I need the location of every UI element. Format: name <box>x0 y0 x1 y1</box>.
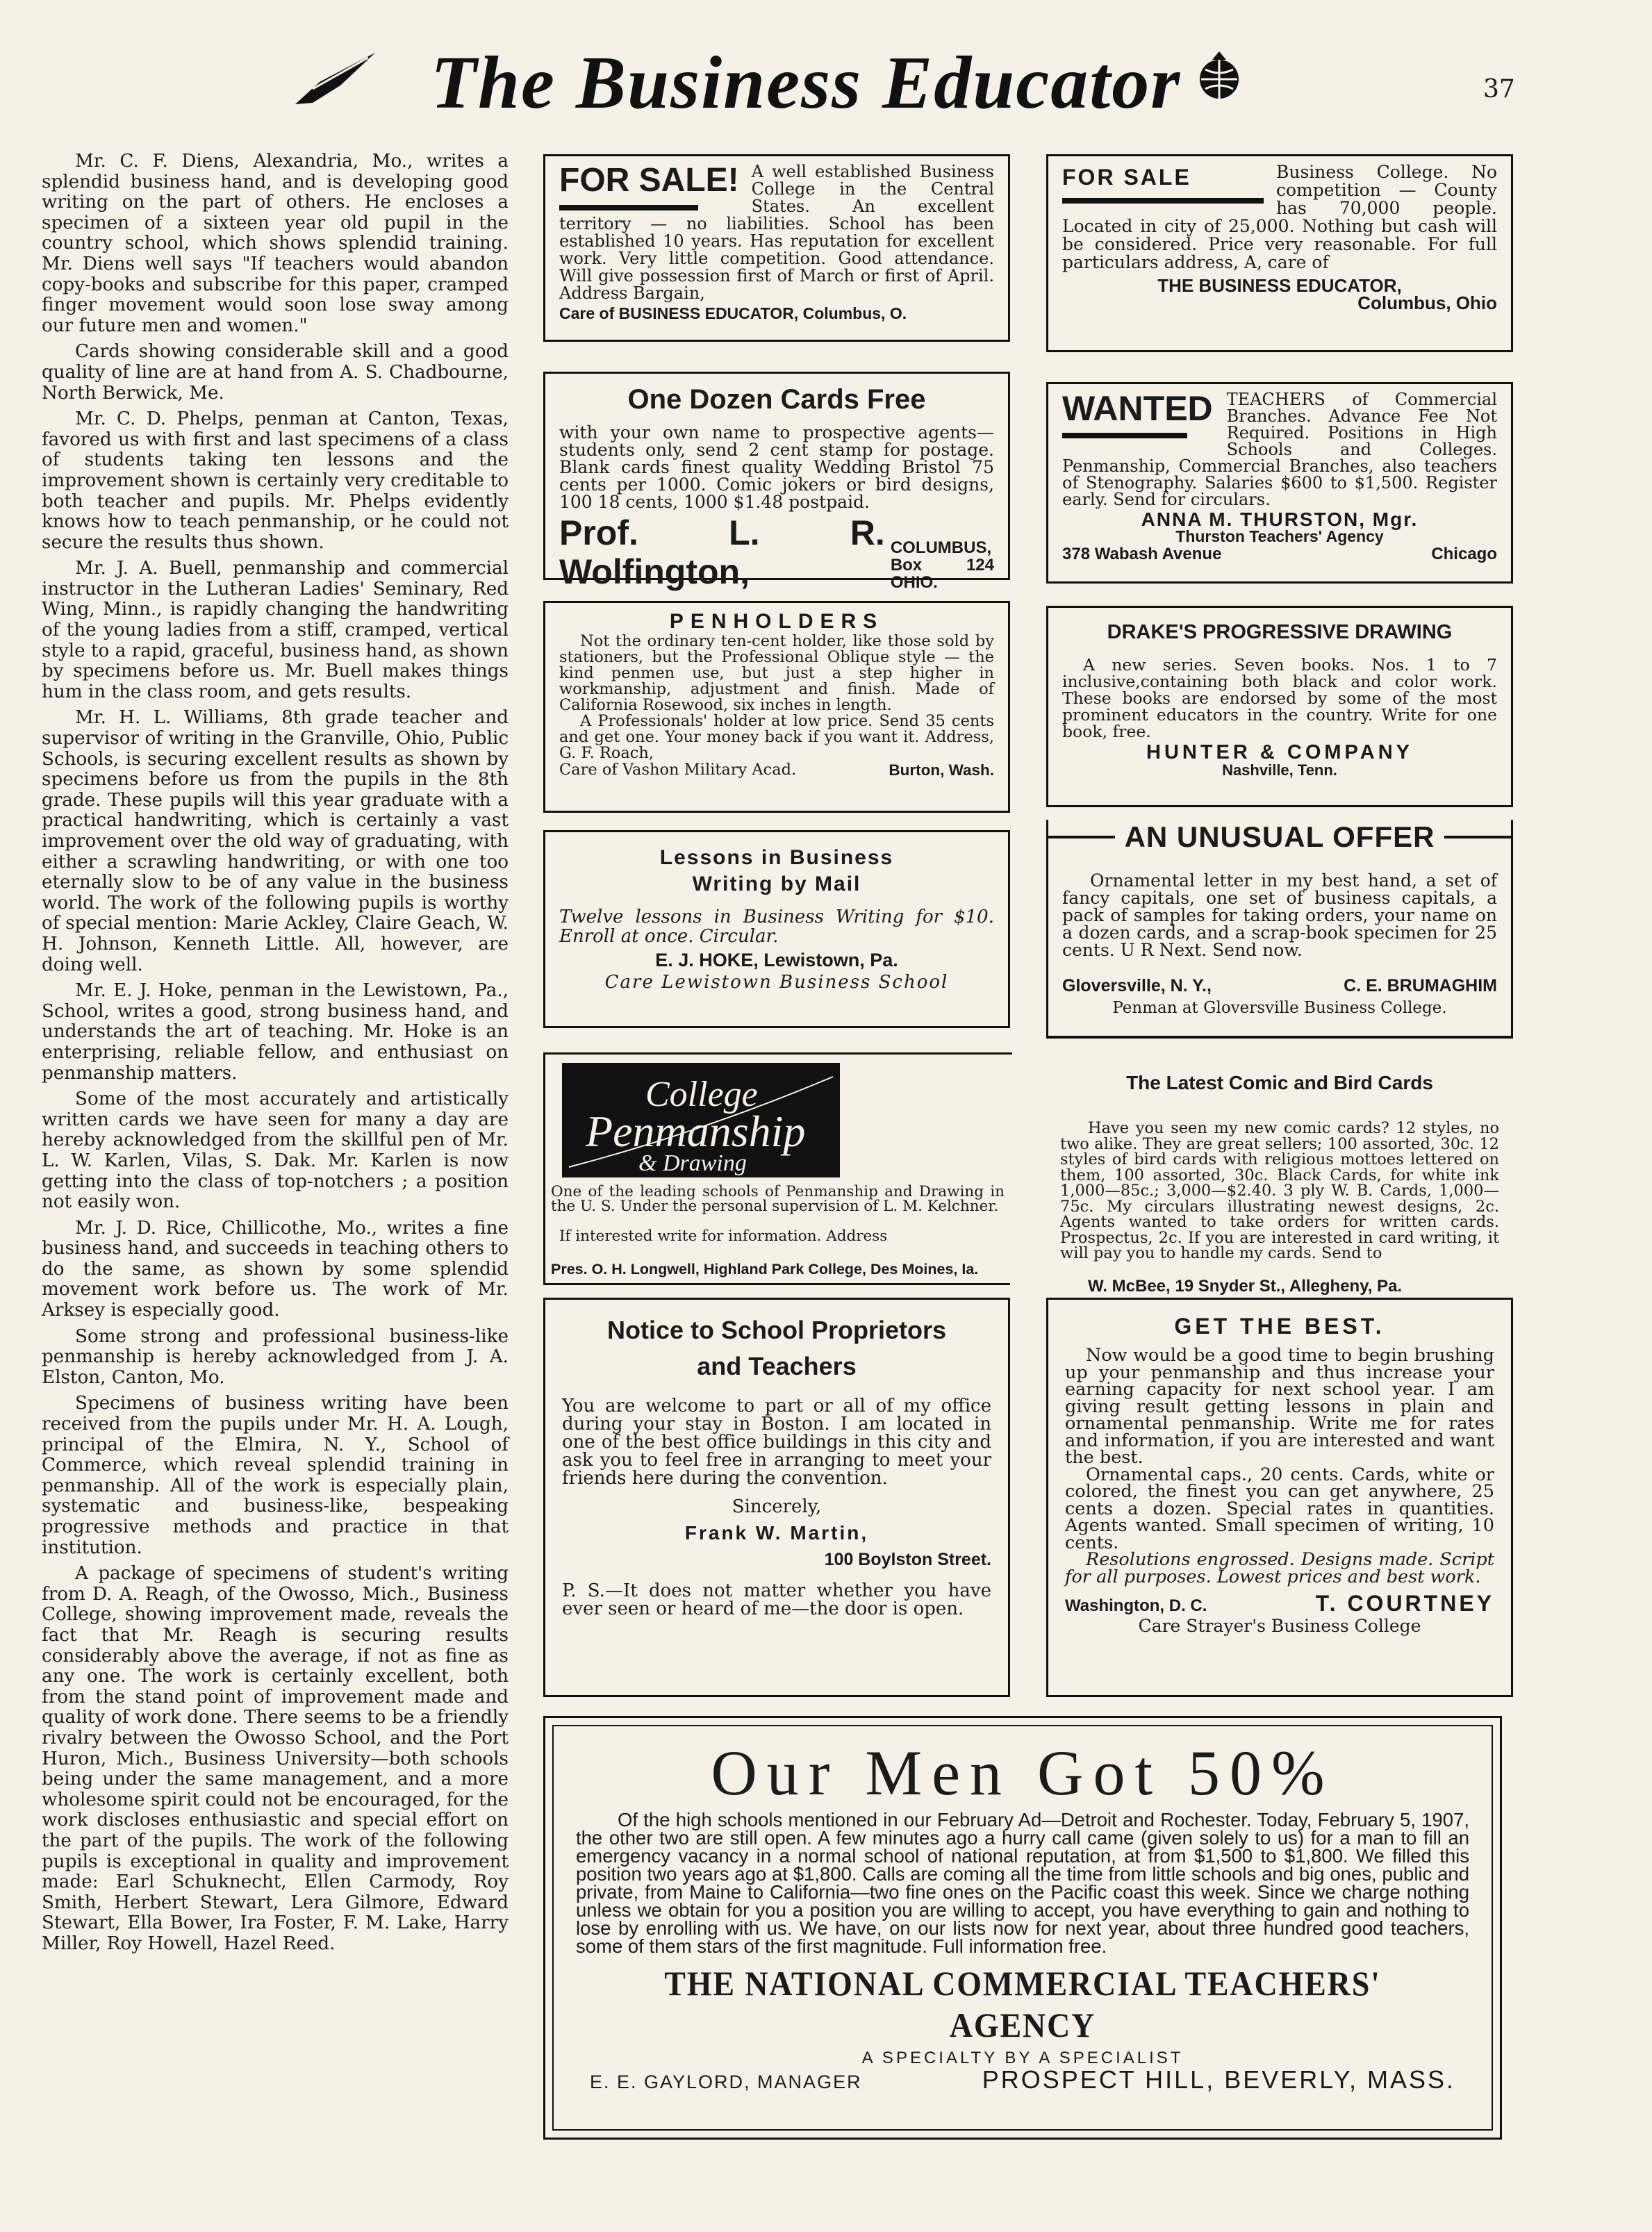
ad-footer: Care Lewistown Business School <box>604 972 949 993</box>
news-paragraph: Mr. J. A. Buell, penmanship and commercial instructor in the Lutheran Ladies' Seminary, Red Wing, Minn., is rapidly changing the handwriting of the young ladies from a stiff, cramped, vertical style to a rapid, graceful, business hand, as shown by specimens before us. Mr. Buell makes things hum in the class room, and gets results. <box>42 558 509 702</box>
svg-text:& Drawing: & Drawing <box>638 1150 747 1176</box>
ad-footer: Burton, Wash. <box>889 761 994 779</box>
ad-college-penmanship <box>543 1052 1010 1285</box>
inner-frame <box>552 1725 1493 2131</box>
ad-footer: Care Strayer's Business College <box>1138 1616 1421 1636</box>
globe-emblem-icon <box>1191 49 1247 104</box>
ad-penholders <box>543 601 1010 813</box>
ad-address: 378 Wabash Avenue <box>1062 545 1222 563</box>
ad-body: A well established Business College in the Central States. An excellent territory — no liabilities. School has been established 10 years. Has reputation for excellent work. Very little competition. Good attendance. Will give possession first of March or first of April. Address Bargain, <box>559 162 994 303</box>
ad-city: Nashville, Tenn. <box>1222 761 1337 779</box>
ad-for-sale-college <box>543 154 1010 342</box>
ad-name: E. J. HOKE, Lewistown, Pa. <box>655 950 898 970</box>
ad-body: If interested write for information. Address <box>559 1227 888 1245</box>
ad-company: HUNTER & COMPANY <box>1146 741 1413 763</box>
ad-heading: PENHOLDERS <box>669 610 884 633</box>
ad-footer: THE BUSINESS EDUCATOR, <box>1157 275 1402 296</box>
ad-city: Washington, D. C. <box>1065 1596 1207 1615</box>
ad-body: A new series. Seven books. Nos. 1 to 7 inclusive,containing both black and color work. These books are endorsed by some of the most prominent educators in the country. Write for one book, free. <box>1062 655 1497 741</box>
ad-heading: DRAKE'S PROGRESSIVE DRAWING <box>1107 621 1453 643</box>
ad-heading: and Teachers <box>697 1352 857 1380</box>
ad-signature-row <box>1062 976 1497 996</box>
divider <box>1444 836 1511 838</box>
ad-body: One of the leading schools of Penmanship and Drawing in the U. S. Under the personal supervision of L. M. Kelchner. <box>551 1183 1005 1215</box>
news-paragraph: Some strong and professional business-like penmanship is hereby acknowledged from J. A. Elston, Canton, Mo. <box>42 1325 509 1388</box>
ad-heading: Notice to School Proprietors <box>606 1316 947 1344</box>
ad-heading: Writing by Mail <box>692 873 861 895</box>
ad-footer: Columbus, Ohio <box>1357 292 1497 313</box>
ad-closing: Sincerely, <box>732 1496 822 1517</box>
ad-heading: WANTED <box>1062 389 1213 428</box>
ad-teachers-agency <box>543 1716 1502 2140</box>
masthead-title: The Business Educator <box>431 42 1182 124</box>
news-paragraph: A package of specimens of student's writing from D. A. Reagh, of the Owosso, Mich., Business College, showing improvement made, reveals the fact that Mr. Reagh is securing results considerably above the average, if not as fine as any one. The work is certainly excellent, both from the stand point of improvement made and quality of work done. There seems to be a friendly rivalry between the Owosso School, and the Port Huron, Mich., Business University—both schools being under the same management, and a more wholesome spirit could not be encouraged, for the work discloses enthusiastic and special effort on the part of the pupils. The work of the following pupils is exceptional in quality and improvement made: Earl Schuknecht, Ellen Carmody, Roy Smith, Herbert Stewart, Lera Gilmore, Edward Stewart, Ella Bower, Ira Foster, F. M. Lake, Harry Miller, Roy Howell, Hazel Reed. <box>42 1563 509 1954</box>
news-paragraph: Mr. C. F. Diens, Alexandria, Mo., writes a splendid business hand, and is developing good writing on the part of others. He encloses a specimen of a sixteen year old pupil in the country school, which shows splendid training. Mr. Diens well says "If teachers would abandon copy-books and subscribe for this paper, cramped finger movement would soon lose sway among our future men and women." <box>42 151 509 336</box>
news-paragraph: Mr. E. J. Hoke, penman in the Lewistown, Pa., School, writes a good, strong business hand, and understands the art of teaching. Mr. Hoke is an enterprising, reliable fellow, and enthusiast on penmanship matters. <box>42 980 509 1084</box>
news-paragraph: Mr. J. D. Rice, Chillicothe, Mo., writes a fine business hand, and succeeds in teaching others to do the same, as shown by some splendid movement work before us. The work of Mr. Arksey is especially good. <box>42 1217 509 1321</box>
news-column <box>42 151 509 2138</box>
news-paragraph: Specimens of business writing have been received from the pupils under Mr. H. A. Lough, principal of the Elmira, N. Y., School of Commerce, which reveal splendid training in penmanship. All of the work is especially plain, systematic and business-like, bespeaking progressive methods and practice in that institution. <box>42 1393 509 1558</box>
ad-address: 100 Boylston Street. <box>824 1550 991 1569</box>
ad-body: Twelve lessons in Business Writing for $10. Enroll at once. Circular. <box>559 907 994 947</box>
ad-get-the-best <box>1046 1298 1513 1697</box>
news-paragraph: Some of the most accurately and artistically written cards we have seen for many a day are hereby acknowledged from the skillful pen of Mr. L. W. Karlen, Vilas, S. Dak. Mr. Karlen is now getting into the class of top-notchers ; a position not easily won. <box>42 1089 509 1213</box>
ad-body: Now would be a good time to begin brushing up your penmanship and thus increase your earning capacity for next school year. I am giving result getting lessons in plain and ornamental penmanship. Write me for rates and information, if you are interested and want the best. <box>1065 1345 1494 1468</box>
ad-address: PROSPECT HILL, BEVERLY, MASS. <box>982 2065 1455 2094</box>
ad-heading: Lessons in Business <box>659 846 894 869</box>
ad-signature-row <box>1065 1591 1494 1616</box>
ad-body: with your own name to prospective agents—students only, send 2 cent stamp for postage. Blank cards finest quality Wedding Bristol 75 cents per 1000. Comic jokers or bird designs, 100 18 cents, 1000 $1.48 postpaid. <box>559 422 994 512</box>
ad-name: Prof. L. R. Wolfington, <box>559 513 885 591</box>
ad-cards-free <box>543 372 1010 592</box>
ad-name: Frank W. Martin, <box>684 1522 869 1544</box>
ad-body: Of the high schools mentioned in our February Ad—Detroit and Rochester. Today, February 5, 1907, the other two are still open. A few minutes ago a hurry call came (given solely to us) for a man to fill an emergency vacancy in a normal school of national reputation, at from $1,500 to $1,800. We filled this position two years ago at $1,800. Calls are coming all the time from little schools and big ones, public and private, from Maine to California—two fine ones on the Pacific coast this week. Since we charge nothing unless we obtain for you a position you are willing to accept, you have everything to gain and nothing to lose by enrolling with us. We have, on our lists now for next year, about three hundred good teachers, some of them stars of the first magnitude. Full information free. <box>576 1809 1469 1957</box>
ad-footer: Care of Vashon Military Acad. <box>559 761 797 779</box>
ad-body: TEACHERS of Commercial Branches. Advance Fee Not Required. Positions in High Schools and Colleges. Penmanship, Commercial Branches, also teachers of Stenography. Salaries $600 to $1,500. Register early. Send for circulars. <box>1062 390 1497 509</box>
ad-footer: Care of BUSINESS EDUCATOR, Columbus, O. <box>559 304 907 322</box>
ad-footer-row <box>559 761 994 779</box>
ad-body: Have you seen my new comic cards? 12 styles, no two alike. They are great sellers; 100 assorted, 30c. 12 styles of bird cards with religious mottoes lettered on them, 100 assorted, 30c. Black Cards, for white ink 1,000—85c.; 3,000—$2.40. 3 ply W. B. Cards, 1,000—75c. My circulars illustrating newest designs, 2c. Agents wanted to take orders for written cards. Prospectus, 2c. If you are interested in card writing, it will pay you to handle my cards. Send to <box>1060 1119 1499 1262</box>
page-number: 37 <box>1483 75 1515 104</box>
ad-agency-name: THE NATIONAL COMMERCIAL TEACHERS' AGENCY <box>664 1964 1381 2044</box>
svg-text:College: College <box>645 1075 758 1114</box>
ad-body: Ornamental caps., 20 cents. Cards, white or colored, the finest you can get anywhere, 25 cents a dozen. Special rates in quantities. Agents wanted. Small specimen of writing, 10 cents. <box>1065 1464 1494 1553</box>
ad-body: You are welcome to part or all of my office during your stay in Boston. I am located in one of the best office buildings in this city and ask you to feel free in arranging to meet your friends here during the convention. <box>562 1396 991 1489</box>
college-penmanship-logo <box>562 1063 840 1177</box>
ad-body: A Professionals' holder at low price. Send 35 cents and get one. Your money back if you want it. Address, G. F. Roach, <box>559 712 994 762</box>
ad-footer: Penman at Gloversville Business College. <box>1112 999 1447 1017</box>
divider <box>545 1052 1012 1055</box>
news-paragraph: Mr. H. L. Williams, 8th grade teacher and supervisor of writing in the Granville, Ohio, Public Schools, is securing excellent results as shown by specimens before us from the pupils in the 8th grade. These pupils will this year graduate with a practical handwriting, which is certainly a vast improvement over the old way of graduating, with either a scrawling handwriting, or with one too eternally slow to be of any value in the business world. The work of the following pupils is worthy of special mention: Marie Ackley, Claire Geach, W. H. Johnson, Kenneth Little. All, however, are doing well. <box>42 707 509 975</box>
ad-city: Gloversville, N. Y., <box>1062 976 1212 995</box>
divider <box>1048 836 1115 838</box>
ad-body: Not the ordinary ten-cent holder, like those sold by stationers, but the Professional Oblique style — the kind penmen use, but just a step higher in workmanship, adjustment and finish. Made of California Rosewood, six inches in length. <box>559 632 994 714</box>
ad-comic-bird-cards <box>1046 1045 1513 1296</box>
ad-body: Business College. No competition — County has 70,000 people. Located in city of 25,000. Nothing but cash will be considered. Price very reasonable. For full particulars address, A, care of <box>1062 162 1497 272</box>
ad-manager: E. E. GAYLORD, MANAGER <box>590 2072 862 2092</box>
divider <box>559 205 698 210</box>
ad-for-sale-business-college <box>1046 154 1513 352</box>
ad-footer: Pres. O. H. Longwell, Highland Park College, Des Moines, Ia. <box>551 1261 979 1278</box>
divider <box>1062 198 1264 204</box>
ad-notice-proprietors <box>543 1298 1010 1697</box>
svg-text:Penmanship: Penmanship <box>586 1107 806 1156</box>
ad-drakes-drawing <box>1046 606 1513 807</box>
quill-pen-icon <box>292 47 382 110</box>
ad-postscript: P. S.—It does not matter whether you have ever seen or heard of me—the door is open. <box>562 1580 991 1619</box>
ad-heading: FOR SALE <box>1062 165 1191 190</box>
divider <box>1062 433 1187 438</box>
ad-body: Resolutions engrossed. Designs made. Script for all purposes. Lowest prices and best work. <box>1065 1549 1494 1587</box>
ad-city: COLUMBUS, <box>890 538 992 557</box>
ad-heading: One Dozen Cards Free <box>627 384 926 415</box>
news-paragraph: Mr. C. D. Phelps, penman at Canton, Texas, favored us with first and last specimens of a class of students taking ten lessons and the improvement shown is certainly very creditable to both teacher and pupils. Mr. Phelps evidently knows how to teach penmanship, or he could not secure the results thus shown. <box>42 408 509 553</box>
ad-footer: W. McBee, 19 Snyder St., Allegheny, Pa. <box>1088 1277 1403 1296</box>
ad-name: C. E. BRUMAGHIM <box>1344 976 1497 995</box>
ad-unusual-offer <box>1046 820 1513 1039</box>
ad-body: Ornamental letter in my best hand, a set of fancy capitals, one set of business capitals, a pack of samples for taking orders, your name on a dozen cards, and a scrap-book specimen for 25 cents. U R Next. Send now. <box>1062 870 1497 960</box>
ad-tagline: A SPECIALTY BY A SPECIALIST <box>861 2049 1184 2067</box>
ad-name: T. COURTNEY <box>1315 1591 1494 1616</box>
ad-box: Box 124 OHIO. <box>890 556 994 592</box>
ad-heading: Our Men Got 50% <box>711 1737 1335 1808</box>
ad-heading: GET THE BEST. <box>1174 1314 1385 1339</box>
news-paragraph: Cards showing considerable skill and a good quality of line are at hand from A. S. Chadbourne, North Berwick, Me. <box>42 341 509 404</box>
ad-lessons-by-mail <box>543 830 1010 1028</box>
ad-heading: AN UNUSUAL OFFER <box>1124 820 1435 853</box>
ad-manager: ANNA M. THURSTON, Mgr. <box>1141 509 1419 530</box>
ad-heading: FOR SALE! <box>559 162 739 199</box>
ad-city: Chicago <box>1431 545 1497 563</box>
ad-agency: Thurston Teachers' Agency <box>1175 527 1384 545</box>
ad-wanted-teachers <box>1046 382 1513 584</box>
ad-address-row <box>1062 545 1497 563</box>
ad-heading: The Latest Comic and Bird Cards <box>1126 1072 1433 1093</box>
